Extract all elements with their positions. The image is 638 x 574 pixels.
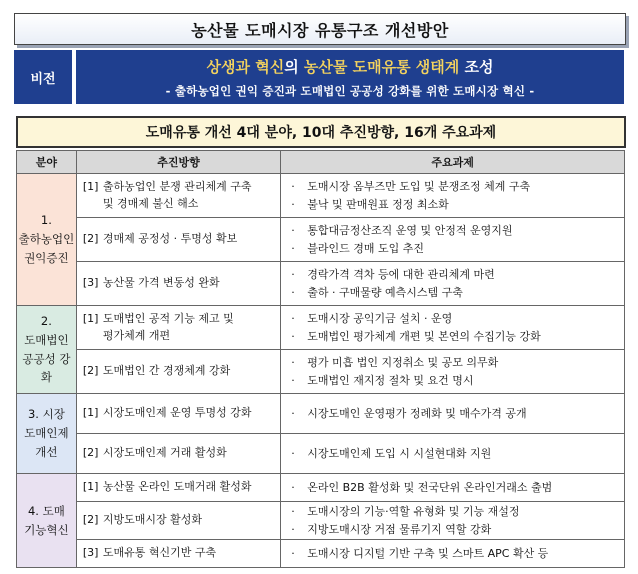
direction-cell [76,474,280,502]
table-row [17,434,625,474]
task-item [291,328,624,345]
table-row [17,262,625,306]
task-item [291,310,624,327]
area-cell [17,474,77,568]
tasks-cell [281,306,625,350]
tasks-cell [281,434,625,474]
bullet-icon: · [291,522,295,536]
task-text: 도매법인 평가체계 개편 및 본연의 수집기능 강화 [307,329,541,343]
direction-line: 도매법인 간 경쟁체계 강화 [102,364,231,378]
task-item [291,196,624,213]
bullet-icon: · [291,546,295,560]
task-item [291,503,624,520]
direction-cell [76,174,280,218]
task-item [291,266,624,283]
vision-panel [76,50,624,104]
area-line: 권익증진 [24,250,69,265]
table-row [17,306,625,350]
tasks-cell [281,350,625,394]
direction-cell [76,350,280,394]
task-text: 출하 · 구매물량 예측시스템 구축 [307,285,463,299]
area-line: 1. [40,213,52,228]
area-cell [17,306,77,394]
vision-highlight-1: 상생과 혁신 [206,58,285,76]
direction-text [103,545,216,562]
direction-line: 시장도매인제 운영 투명성 강화 [102,406,252,420]
task-item [291,354,624,371]
direction-number: [2] [82,364,99,378]
direction-cell [76,502,280,540]
area-line: 공공성 강화 [22,351,71,385]
header-direction: 추진방향 [76,151,280,174]
direction-text [103,231,237,248]
plan-table [16,150,625,568]
bullet-icon: · [291,285,295,299]
task-text: 도매법인 재지정 절차 및 요건 명시 [307,373,474,387]
task-text: 불낙 및 판매원표 정정 최소화 [307,197,449,211]
task-text: 도매시장 옴부즈만 도입 및 분쟁조정 체계 구축 [307,180,531,194]
task-text: 통합대금정산조직 운영 및 안정적 운영지원 [307,224,513,238]
vision-end: 조성 [459,58,494,76]
direction-text [103,363,230,380]
task-text: 도매시장 공익기금 설치 · 운영 [307,312,453,326]
tasks-cell [281,394,625,434]
bullet-icon: · [291,224,295,238]
task-text: 도매시장 디지털 기반 구축 및 스마트 APC 확산 등 [307,546,549,560]
tasks-cell [281,502,625,540]
table-row [17,540,625,568]
direction-line: 출하농업인 분쟁 관리체계 구축 [102,180,252,193]
task-text: 도매시장의 기능·역할 유형화 및 기능 재설정 [307,505,520,519]
direction-cell [76,394,280,434]
bullet-icon: · [291,197,295,211]
header-area: 분야 [17,151,77,174]
direction-text [103,311,234,344]
table-row [17,350,625,394]
task-text: 평가 미흡 법인 지정취소 및 공모 의무화 [307,356,499,370]
area-line: 개선 [35,444,58,459]
table-header-row [17,151,625,174]
direction-text [103,512,202,529]
task-text: 시장도매인 운영평가 정례화 및 매수가격 공개 [307,406,527,420]
tasks-cell [281,218,625,262]
direction-line: 농산물 가격 변동성 완화 [102,276,220,290]
direction-line: 및 경매제 불신 해소 [102,196,199,210]
direction-number: [3] [82,546,99,560]
bullet-icon: · [291,268,295,282]
direction-text [103,445,227,462]
vision-highlight-2: 농산물 도매유통 생태계 [303,58,460,76]
table-row [17,394,625,434]
page-title: 농산물 도매시장 유통구조 개선방안 [14,13,626,45]
bullet-icon: · [291,180,295,194]
direction-cell [76,540,280,568]
direction-number: [2] [82,232,99,246]
direction-line: 도매법인 공적 기능 제고 및 [102,312,234,325]
bullet-icon: · [291,505,295,519]
area-line: 2. [40,313,52,328]
task-item [291,545,624,562]
direction-cell [76,218,280,262]
task-item [291,372,624,389]
bullet-icon: · [291,312,295,326]
table-row [17,502,625,540]
direction-number: [1] [82,480,99,494]
direction-number: [1] [82,406,99,420]
area-line: 도매인제 [24,426,69,441]
bullet-icon: · [291,356,295,370]
task-item [291,405,624,422]
task-item [291,240,624,257]
header-tasks: 주요과제 [281,151,625,174]
tasks-cell [281,474,625,502]
area-line: 기능혁신 [24,522,69,537]
area-line: 출하농업인 [18,232,75,247]
area-line: 도매법인 [24,332,69,347]
bullet-icon: · [291,446,295,460]
direction-line: 경매제 공정성 · 투명성 확보 [102,232,238,246]
bullet-icon: · [291,373,295,387]
direction-text [103,479,252,496]
area-line: 3. 시장 [27,407,65,422]
bullet-icon: · [291,406,295,420]
task-text: 시장도매인제 도입 시 시설현대화 지원 [307,446,492,460]
task-item [291,521,624,538]
vision-subtitle: - 출하농업인 권익 증진과 도매법인 공공성 강화를 위한 도매시장 혁신 - [165,84,535,98]
area-cell [17,394,77,474]
bullet-icon: · [291,241,295,255]
direction-cell [76,434,280,474]
tasks-cell [281,262,625,306]
direction-line: 시장도매인제 거래 활성화 [102,446,227,460]
tasks-cell [281,174,625,218]
summary-banner: 도매유통 개선 4대 분야, 10대 추진방향, 16개 주요과제 [16,116,626,148]
direction-text [103,275,220,292]
task-text: 경락가격 격차 등에 대한 관리체계 마련 [307,268,495,282]
direction-cell [76,306,280,350]
direction-text [103,179,252,212]
direction-line: 지방도매시장 활성화 [102,513,202,527]
task-item [291,222,624,239]
task-item [291,479,624,496]
direction-number: [3] [82,276,99,290]
direction-text [103,405,252,422]
vision-label: 비전 [14,50,72,104]
vision-mid: 의 [284,58,304,76]
task-text: 지방도매시장 거점 물류기지 역할 강화 [307,522,492,536]
direction-cell [76,262,280,306]
task-item [291,445,624,462]
direction-number: [2] [82,446,99,460]
direction-line: 도매유통 혁신기반 구축 [102,546,217,560]
bullet-icon: · [291,329,295,343]
bullet-icon: · [291,480,295,494]
task-text: 온라인 B2B 활성화 및 전국단위 온라인거래소 출범 [307,480,553,494]
table-row [17,474,625,502]
direction-number: [1] [82,180,99,193]
direction-number: [2] [82,513,99,527]
task-item [291,284,624,301]
vision-statement [76,56,624,77]
task-text: 블라인드 경매 도입 추진 [307,241,424,255]
area-line: 4. 도매 [27,503,65,518]
table-row [17,174,625,218]
tasks-cell [281,540,625,568]
direction-line: 농산물 온라인 도매거래 활성화 [102,480,252,494]
direction-line: 평가체계 개편 [102,328,171,342]
direction-number: [1] [82,312,99,325]
task-item [291,178,624,195]
area-cell [17,174,77,306]
table-row [17,218,625,262]
